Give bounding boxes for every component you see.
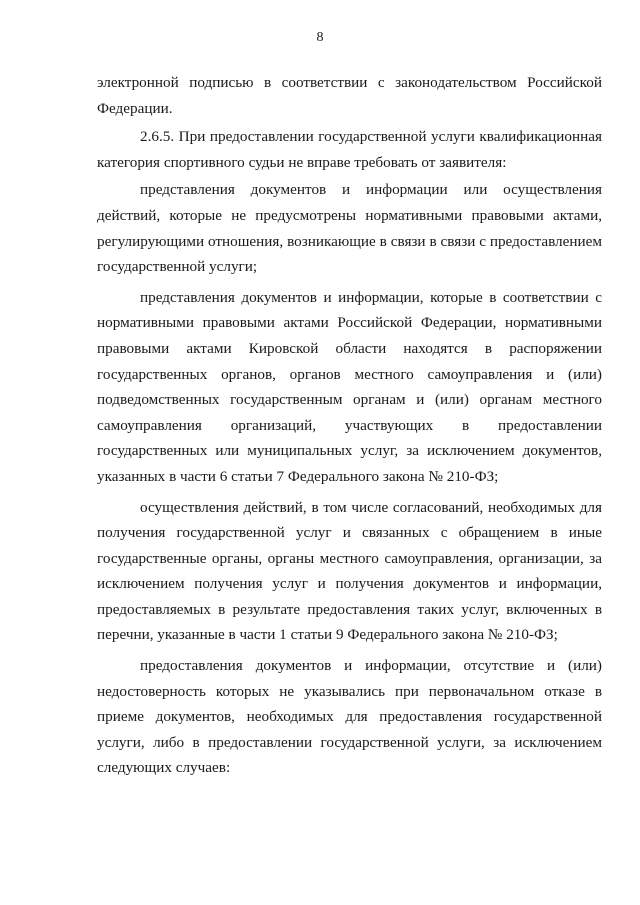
paragraph-item-requirement-2: представления документов и информации, которые в соответствии с нормативными правовыми актами Российской Федерации, нормативными правовыми актами Кировской области находятся в распоряжении государственных органов, органов местного самоуправления и (или) подведомственных государственным органам и (или) органам местного самоуправления организаций, участвующих в предоставлении государственных или муниципальных услуг, за исключением документов, указанных в части 6 статьи 7 Федерального закона № 210-ФЗ;	[97, 288, 602, 485]
paragraph-item-requirement-3: осуществления действий, в том числе согласований, необходимых для получения государственной услуг и связанных с обращением в иные государственные органы, органы местного самоуправления, организации, за исключением получения услуг и получения документов и информации, предоставляемых в результате предоставления таких услуг, включенных в перечни, указанные в части 1 статьи 9 Федерального закона № 210-ФЗ;	[97, 498, 602, 644]
page-number: 8	[316, 30, 324, 45]
document-body	[97, 70, 602, 781]
paragraph-2-6-5: 2.6.5. При предоставлении государственной услуги квалификационная категория спортивного судьи не вправе требовать от заявителя:	[97, 128, 602, 171]
paragraph-continuation: электронной подписью в соответствии с законодательством Российской Федерации.	[97, 74, 602, 117]
paragraph-item-requirement-1: представления документов и информации или осуществления действий, которые не предусмотрены нормативными правовыми актами, регулирующими отношения, возникающие в связи в связи с предоставлением государственной услуги;	[97, 181, 602, 276]
paragraph-item-requirement-4: предоставления документов и информации, отсутствие и (или) недостоверность которых не указывались при первоначальном отказе в приеме документов, необходимых для предоставления государственной услуги, либо в предоставлении государственной услуги, за исключением следующих случаев:	[97, 657, 602, 777]
